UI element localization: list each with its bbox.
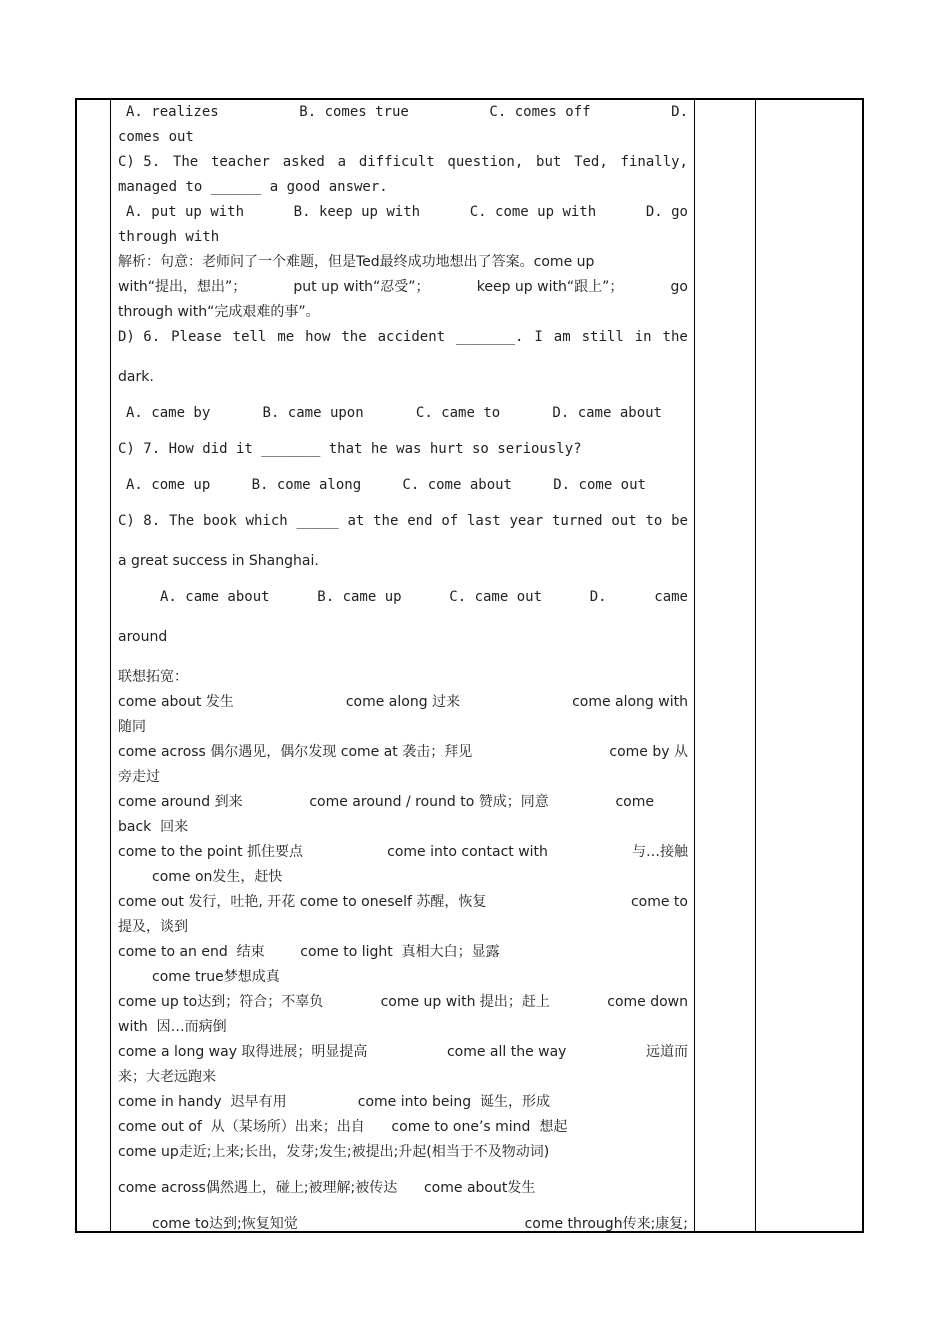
phrase-line xyxy=(118,690,688,715)
word: question, xyxy=(447,154,524,170)
word: The xyxy=(172,154,199,170)
word: _______. xyxy=(456,329,524,345)
word: of xyxy=(441,513,459,529)
question-8 xyxy=(118,509,688,549)
phrase: come along with xyxy=(572,694,688,710)
option-d: D. come out xyxy=(553,477,646,493)
phrase: come down xyxy=(607,994,688,1010)
phrase: come all the way xyxy=(446,1044,567,1060)
word: asked xyxy=(282,154,325,170)
word: _____ xyxy=(296,513,339,529)
word: teacher xyxy=(210,154,270,170)
phrase-line: 提及，谈到 xyxy=(118,919,188,935)
q5-options xyxy=(118,200,688,225)
word: Ted, xyxy=(574,154,608,170)
text-line: dark. xyxy=(118,369,154,385)
word: to xyxy=(645,513,663,529)
option-d: D. came about xyxy=(552,405,662,421)
option-a: A. came about xyxy=(160,589,270,605)
word: tell xyxy=(232,329,267,345)
phrase: come across 偶尔遇见，偶尔发现 come at 袭击；拜见 xyxy=(118,744,473,760)
word: the xyxy=(341,329,367,345)
word: difficult xyxy=(358,154,435,170)
phrase-line: back 回来 xyxy=(118,819,189,835)
option-c: C. came to xyxy=(415,405,501,421)
analysis-line: through with“完成艰难的事”。 xyxy=(118,304,320,320)
phrase: come up to达到；符合；不辜负 xyxy=(118,994,324,1010)
phrase-line: come out of 从（某场所）出来；出自 come to one’s mind 想起 xyxy=(118,1119,568,1135)
exercise-content xyxy=(118,100,688,1237)
word: still xyxy=(581,329,624,345)
phrase-line xyxy=(118,1040,688,1065)
q7-options xyxy=(118,473,688,509)
word: book xyxy=(203,513,237,529)
option-b: B. came upon xyxy=(262,405,364,421)
word: out xyxy=(611,513,637,529)
option-b: B. came up xyxy=(317,589,402,605)
q4-options xyxy=(118,100,688,125)
phrase-line: 旁走过 xyxy=(118,769,160,785)
option-a: A. come up xyxy=(126,477,211,493)
phrase: come out 发行，吐艳, 开花 come to oneself 苏醒，恢复 xyxy=(118,894,487,910)
section-heading: 联想拓宽： xyxy=(118,669,188,685)
phrase: come by 从 xyxy=(609,744,688,760)
word: in xyxy=(634,329,652,345)
analysis-line: 解析：句意：老师问了一个难题，但是Ted最终成功地想出了答案。come up xyxy=(118,254,595,270)
word: The xyxy=(168,513,195,529)
option-d: D. go xyxy=(645,204,688,220)
q6-options xyxy=(118,401,688,437)
phrase: go xyxy=(670,279,688,295)
word: I xyxy=(534,329,543,345)
word: accident xyxy=(377,329,446,345)
option-d: D. xyxy=(671,104,688,120)
phrase: keep up with“跟上”； xyxy=(476,279,624,295)
phrase-line: come true梦想成真 xyxy=(152,969,280,985)
phrase-line: come up走近;上来;长出，发芽;发生;被提出;升起(相当于不及物动词) xyxy=(118,1144,550,1160)
phrase: come into contact with xyxy=(387,844,548,860)
phrase-line: 来；大老远跑来 xyxy=(118,1069,216,1085)
column-divider xyxy=(755,100,756,1231)
word: at xyxy=(347,513,365,529)
option-b: B. keep up with xyxy=(293,204,421,220)
phrase: come through传来;康复; xyxy=(524,1216,688,1232)
phrase-line xyxy=(118,990,688,1015)
text-line: around xyxy=(118,629,168,645)
question-5 xyxy=(118,150,688,175)
phrase: come about 发生 xyxy=(118,694,234,710)
word: how xyxy=(305,329,331,345)
option-d-text: came xyxy=(654,589,688,605)
column-divider xyxy=(110,100,111,1231)
phrase: come a long way 取得进展；明显提高 xyxy=(118,1044,368,1060)
analysis-line xyxy=(118,275,688,300)
word: C) 8. xyxy=(118,513,161,529)
word: C) 5. xyxy=(118,154,161,170)
text-line: managed to ______ a good answer. xyxy=(118,179,388,195)
phrase-line xyxy=(118,790,688,815)
phrase: come to xyxy=(630,894,688,910)
phrase-line: 随同 xyxy=(118,719,146,735)
option-a: A. put up with xyxy=(126,204,245,220)
column-divider xyxy=(694,100,695,1231)
option-d: D. xyxy=(589,589,607,605)
word: year xyxy=(509,513,544,529)
word: be xyxy=(671,513,688,529)
option-c: C. come up with xyxy=(469,204,597,220)
word: turned xyxy=(552,513,603,529)
phrase-line: come across偶然遇上，碰上;被理解;被传达 come about发生 xyxy=(118,1180,536,1196)
option-b: B. come along xyxy=(251,477,362,493)
option-b: B. comes true xyxy=(299,104,409,120)
word: end xyxy=(407,513,433,529)
word: which xyxy=(245,513,288,529)
option-a: A. came by xyxy=(126,405,211,421)
phrase: 与…接触 xyxy=(632,844,688,860)
word: D) 6. xyxy=(118,329,161,345)
word: but xyxy=(536,154,562,170)
phrase-line xyxy=(118,740,688,765)
phrase-line: come on发生，赶快 xyxy=(152,869,283,885)
phrase: come up with 提出；赶上 xyxy=(380,994,550,1010)
phrase: come to达到;恢复知觉 xyxy=(152,1216,298,1232)
phrase: 远道而 xyxy=(645,1044,688,1060)
option-a: A. realizes xyxy=(126,104,219,120)
phrase-line: with 因…而病倒 xyxy=(118,1019,227,1035)
word: me xyxy=(277,329,295,345)
word: Please xyxy=(171,329,222,345)
phrase: come along 过来 xyxy=(345,694,461,710)
phrase: put up with“忍受”； xyxy=(293,279,430,295)
question-7: C) 7. How did it _______ that he was hurt so seriously? xyxy=(118,441,582,457)
option-c: C. come about xyxy=(402,477,512,493)
phrase-line: come in handy 迟早有用 come into being 诞生，形成 xyxy=(118,1094,551,1110)
text-line: comes out xyxy=(118,129,194,145)
option-c: C. came out xyxy=(449,589,542,605)
option-c: C. comes off xyxy=(489,104,591,120)
word: last xyxy=(466,513,501,529)
phrase-line: come to an end 结束 come to light 真相大白；显露 xyxy=(118,944,500,960)
phrase: come to the point 抓住要点 xyxy=(118,844,304,860)
text-line: a great success in Shanghai. xyxy=(118,553,319,569)
word: the xyxy=(373,513,399,529)
phrase: come around / round to 赞成；同意 xyxy=(309,794,549,810)
phrase-line xyxy=(118,890,688,915)
word: finally, xyxy=(620,154,688,170)
phrase: come around 到来 xyxy=(118,794,243,810)
word: the xyxy=(662,329,688,345)
word: am xyxy=(553,329,571,345)
q8-options xyxy=(118,585,688,625)
phrase: come xyxy=(615,794,654,810)
question-6 xyxy=(118,325,688,365)
text-line: through with xyxy=(118,229,220,245)
phrase-line xyxy=(118,1212,688,1237)
word: a xyxy=(337,154,347,170)
phrase: with“提出，想出”； xyxy=(118,279,247,295)
phrase-line xyxy=(118,840,688,865)
